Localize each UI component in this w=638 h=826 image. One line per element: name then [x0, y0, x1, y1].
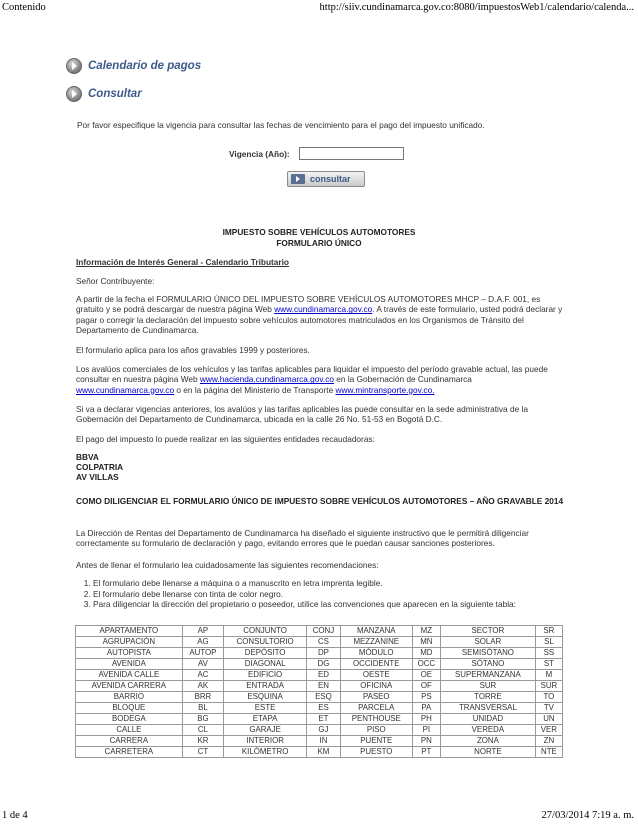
vigencia-input[interactable]: [299, 147, 404, 160]
table-row: [76, 659, 563, 670]
nav-consultar-label: Consultar: [88, 88, 142, 100]
list-item: 1. El formulario debe llenarse a máquina o a manuscrito en letra imprenta legible.: [93, 578, 583, 589]
arrow-right-icon: [66, 86, 82, 102]
table-cell: AVENIDA CARRERA: [76, 681, 183, 692]
print-footer: [2, 810, 634, 824]
table-cell: CALLE: [76, 725, 183, 736]
recommendations-list: [76, 578, 583, 610]
table-cell: OCCIDENTE: [340, 659, 412, 670]
print-header-left: Contenido: [2, 2, 46, 13]
table-row: [76, 637, 563, 648]
consultar-button-label: consultar: [310, 174, 351, 184]
info-heading: Información de Interés General - Calendario Tributario: [76, 257, 290, 267]
table-cell: AK: [182, 681, 223, 692]
table-cell: PISO: [340, 725, 412, 736]
p3-text-b: en la Gobernación de Cundinamarca: [333, 374, 472, 385]
table-cell: AP: [182, 626, 223, 637]
vigencia-label: Vigencia (Año):: [229, 149, 290, 159]
table-cell: KR: [182, 736, 223, 747]
table-cell: TO: [535, 692, 562, 703]
table-cell: OFICINA: [340, 681, 412, 692]
link-cundinamarca[interactable]: www.cundinamarca.gov.co: [274, 304, 373, 315]
p1-text-a: A partir de la fecha el FORMULARIO ÚNICO DEL IMPUESTO SOBRE VEHÍCULOS AUTOMOTORES MHCP – D.A.F. 001, es gratuito y se podrá descargar de nuestra página Web: [76, 294, 541, 315]
table-cell: MEZZANINE: [340, 637, 412, 648]
list-item: 3. Para diligenciar la dirección del propietario o poseedor, utilice las convenciones que aparecen en la siguiente tabla:: [93, 599, 583, 610]
table-cell: PASEO: [340, 692, 412, 703]
table-cell: SÓTANO: [441, 659, 536, 670]
table-cell: ED: [307, 670, 341, 681]
table-cell: AUTOP: [182, 648, 223, 659]
table-row: [76, 681, 563, 692]
nav-calendario-pagos[interactable]: [66, 58, 201, 74]
table-cell: PA: [412, 703, 440, 714]
print-timestamp: 27/03/2014 7:19 a. m.: [541, 810, 634, 821]
table-cell: IN: [307, 736, 341, 747]
table-cell: VEREDA: [441, 725, 536, 736]
info-paragraph-3: [76, 364, 564, 395]
table-cell: ETAPA: [224, 714, 307, 725]
table-cell: SECTOR: [441, 626, 536, 637]
doc-title: IMPUESTO SOBRE VEHÍCULOS AUTOMOTORES: [222, 227, 416, 237]
table-cell: CT: [182, 747, 223, 758]
table-cell: MÓDULO: [340, 648, 412, 659]
bank-colpatria: COLPATRIA: [76, 462, 124, 472]
table-row: [76, 626, 563, 637]
p3-text-c: o en la página del Ministerio de Transporte: [174, 384, 336, 395]
table-cell: CONSULTORIO: [224, 637, 307, 648]
table-cell: CARRERA: [76, 736, 183, 747]
conventions-table: [75, 625, 563, 758]
table-cell: BRR: [182, 692, 223, 703]
table-cell: SUR: [535, 681, 562, 692]
nav-calendario-label: Calendario de pagos: [88, 60, 202, 72]
page-number: 1 de 4: [2, 810, 28, 821]
table-cell: SR: [535, 626, 562, 637]
table-row: [76, 692, 563, 703]
table-cell: BODEGA: [76, 714, 183, 725]
table-cell: AGRUPACIÓN: [76, 637, 183, 648]
table-cell: SS: [535, 648, 562, 659]
table-cell: KM: [307, 747, 341, 758]
table-cell: NTE: [535, 747, 562, 758]
table-cell: OF: [412, 681, 440, 692]
table-cell: CL: [182, 725, 223, 736]
table-row: [76, 736, 563, 747]
table-cell: MN: [412, 637, 440, 648]
table-cell: UNIDAD: [441, 714, 536, 725]
link-mintransporte[interactable]: www.mintransporte.gov.co.: [335, 384, 435, 395]
table-cell: EN: [307, 681, 341, 692]
table-cell: CS: [307, 637, 341, 648]
table-cell: DIAGONAL: [224, 659, 307, 670]
table-cell: AUTOPISTA: [76, 648, 183, 659]
table-cell: PH: [412, 714, 440, 725]
table-cell: SUPERMANZANA: [441, 670, 536, 681]
table-cell: PUENTE: [340, 736, 412, 747]
table-cell: PT: [412, 747, 440, 758]
table-row: [76, 747, 563, 758]
table-cell: INTERIOR: [224, 736, 307, 747]
table-cell: APARTAMENTO: [76, 626, 183, 637]
table-cell: CARRETERA: [76, 747, 183, 758]
info-paragraph-4: Si va a declarar vigencias anteriores, los avalúos y las tarifas aplicables las puede consultar en la sede administrativa de la Gobernación del Departamento de Cundinamarca, ubicada en la calle 26 No. 51-53 en Bogotá D.C.: [76, 404, 528, 425]
table-cell: AVENIDA: [76, 659, 183, 670]
table-row: [76, 670, 563, 681]
table-row: [76, 648, 563, 659]
table-cell: MD: [412, 648, 440, 659]
table-cell: PENTHOUSE: [340, 714, 412, 725]
table-cell: CONJ: [307, 626, 341, 637]
print-header-url: http://siiv.cundinamarca.gov.co:8080/impuestosWeb1/calendario/calenda...: [319, 2, 634, 13]
table-cell: AVENIDA CALLE: [76, 670, 183, 681]
nav-consultar[interactable]: [66, 86, 142, 102]
table-cell: DG: [307, 659, 341, 670]
table-cell: MZ: [412, 626, 440, 637]
table-cell: CONJUNTO: [224, 626, 307, 637]
table-cell: SUR: [441, 681, 536, 692]
table-cell: PARCELA: [340, 703, 412, 714]
info-paragraph-5: El pago del impuesto lo puede realizar en las siguientes entidades recaudadoras:: [76, 434, 375, 444]
table-cell: ENTRADA: [224, 681, 307, 692]
print-header: [2, 2, 634, 16]
table-cell: VER: [535, 725, 562, 736]
table-cell: AC: [182, 670, 223, 681]
table-row: [76, 703, 563, 714]
table-cell: KILÓMETRO: [224, 747, 307, 758]
table-cell: ES: [307, 703, 341, 714]
table-cell: NORTE: [441, 747, 536, 758]
link-cundinamarca-2[interactable]: www.cundinamarca.gov.co: [76, 384, 175, 395]
table-cell: AG: [182, 637, 223, 648]
table-cell: PI: [412, 725, 440, 736]
table-cell: EDIFICIO: [224, 670, 307, 681]
table-cell: GJ: [307, 725, 341, 736]
table-cell: BARRIO: [76, 692, 183, 703]
instructions-heading: COMO DILIGENCIAR EL FORMULARIO ÚNICO DE IMPUESTO SOBRE VEHÍCULOS AUTOMOTORES – AÑO GRAVABLE 2014: [76, 496, 564, 506]
instructions-paragraph-1: La Dirección de Rentas del Departamento de Cundinamarca ha diseñado el siguiente instructivo que le permitirá diligenciar correctamente su formulario de declaración y pago, evitando errores que le puedan causar sanciones posteriores.: [76, 528, 529, 549]
table-cell: ESTE: [224, 703, 307, 714]
form-intro: Por favor especifique la vigencia para consultar las fechas de vencimiento para el pago del impuesto unificado.: [77, 120, 485, 130]
table-cell: GARAJE: [224, 725, 307, 736]
salutation: Señor Contribuyente:: [76, 276, 155, 286]
table-row: [76, 714, 563, 725]
table-cell: TV: [535, 703, 562, 714]
table-cell: SL: [535, 637, 562, 648]
table-cell: DP: [307, 648, 341, 659]
table-cell: AV: [182, 659, 223, 670]
table-cell: TRANSVERSAL: [441, 703, 536, 714]
table-cell: DEPÓSITO: [224, 648, 307, 659]
table-cell: PN: [412, 736, 440, 747]
table-cell: ET: [307, 714, 341, 725]
instructions-paragraph-2: Antes de llenar el formulario lea cuidadosamente las siguientes recomendaciones:: [76, 560, 379, 570]
bank-bbva: BBVA: [76, 452, 99, 462]
info-paragraph-1: [76, 294, 564, 336]
table-cell: ESQ: [307, 692, 341, 703]
table-cell: PS: [412, 692, 440, 703]
p3-text-a: Los avalúos comerciales de los vehículos y las tarifas aplicables para liquidar el impuesto del período gravable actual, las puede consultar en nuestra página Web: [76, 364, 548, 385]
table-cell: M: [535, 670, 562, 681]
table-cell: ZONA: [441, 736, 536, 747]
table-cell: UN: [535, 714, 562, 725]
table-cell: TORRE: [441, 692, 536, 703]
table-cell: OCC: [412, 659, 440, 670]
table-cell: OESTE: [340, 670, 412, 681]
table-cell: BLOQUE: [76, 703, 183, 714]
link-hacienda[interactable]: www.hacienda.cundinamarca.gov.co: [199, 374, 334, 385]
table-cell: PUESTO: [340, 747, 412, 758]
table-row: [76, 725, 563, 736]
doc-subtitle: FORMULARIO ÚNICO: [276, 238, 362, 248]
bank-av-villas: AV VILLAS: [76, 472, 119, 482]
table-cell: SOLAR: [441, 637, 536, 648]
table-cell: ST: [535, 659, 562, 670]
table-cell: ZN: [535, 736, 562, 747]
table-cell: BG: [182, 714, 223, 725]
consultar-button[interactable]: [287, 171, 365, 187]
arrow-right-icon: [291, 174, 305, 184]
list-item: 2. El formulario debe llenarse con tinta de color negro.: [93, 589, 583, 600]
table-cell: SEMISÓTANO: [441, 648, 536, 659]
table-cell: MANZANA: [340, 626, 412, 637]
info-paragraph-2: El formulario aplica para los años gravables 1999 y posteriores.: [76, 345, 310, 355]
p1-text-b: . A través de este formulario, usted podrá declarar y pagar o corregir la declaración del impuesto sobre vehículos automotores matriculados en los Organismos de Tránsito del Departamento de Cundinamarca.: [76, 304, 563, 336]
table-cell: ESQUINA: [224, 692, 307, 703]
table-cell: BL: [182, 703, 223, 714]
arrow-right-icon: [66, 58, 82, 74]
table-cell: OE: [412, 670, 440, 681]
